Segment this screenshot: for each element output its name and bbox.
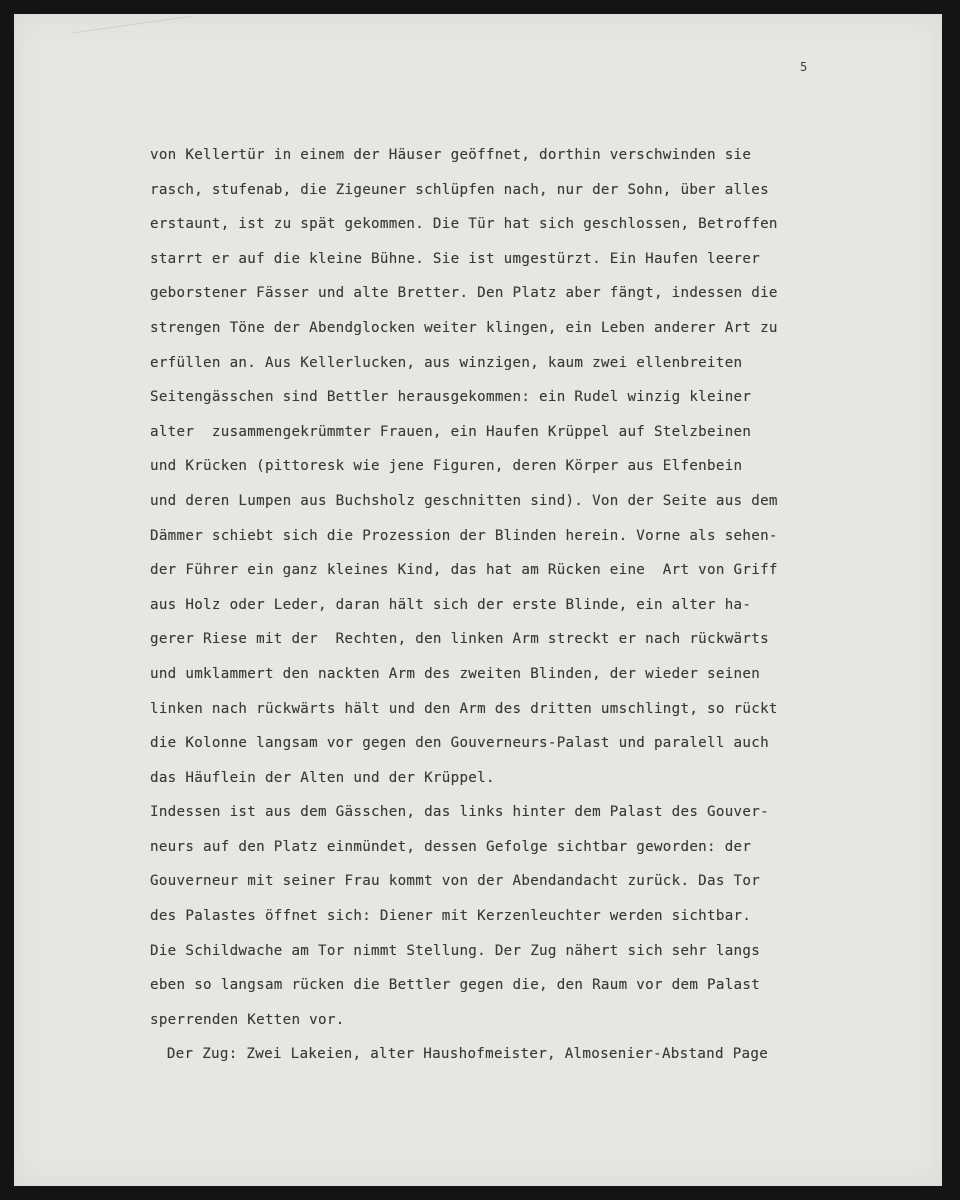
- text-line: strengen Töne der Abendglocken weiter klingen, ein Leben anderer Art zu: [150, 319, 778, 336]
- text-line: starrt er auf die kleine Bühne. Sie ist umgestürzt. Ein Haufen leerer: [150, 250, 761, 267]
- text-line: gerer Riese mit der Rechten, den linken Arm streckt er nach rückwärts: [150, 631, 769, 648]
- typewritten-page: [14, 14, 942, 1186]
- text-line: neurs auf den Platz einmündet, dessen Gefolge sichtbar geworden: der: [150, 838, 752, 855]
- text-line: und deren Lumpen aus Buchsholz geschnitten sind). Von der Seite aus dem: [150, 492, 778, 509]
- text-line: von Kellertür in einem der Häuser geöffnet, dorthin verschwinden sie: [150, 147, 752, 163]
- text-line: der Führer ein ganz kleines Kind, das hat am Rücken eine Art von Griff: [150, 562, 778, 579]
- text-line: eben so langsam rücken die Bettler gegen die, den Raum vor dem Palast: [150, 977, 761, 994]
- text-line: Seitengässchen sind Bettler herausgekommen: ein Rudel winzig kleiner: [150, 389, 752, 406]
- text-line: Gouverneur mit seiner Frau kommt von der Abendandacht zurück. Das Tor: [150, 873, 761, 890]
- paper-mark: [72, 16, 197, 73]
- text-line: des Palastes öffnet sich: Diener mit Kerzenleuchter werden sichtbar.: [150, 908, 752, 925]
- text-line: erstaunt, ist zu spät gekommen. Die Tür hat sich geschlossen, Betroffen: [150, 216, 778, 233]
- text-line: und umklammert den nackten Arm des zweiten Blinden, der wieder seinen: [150, 665, 761, 682]
- page-number: 5: [800, 60, 808, 74]
- body-text: [150, 138, 942, 1072]
- text-line: Indessen ist aus dem Gässchen, das links hinter dem Palast des Gouver-: [150, 804, 769, 821]
- text-line: linken nach rückwärts hält und den Arm des dritten umschlingt, so rückt: [150, 700, 778, 717]
- text-line: sperrenden Ketten vor.: [150, 1011, 345, 1028]
- text-line: das Häuflein der Alten und der Krüppel.: [150, 769, 495, 786]
- text-line: und Krücken (pittoresk wie jene Figuren, deren Körper aus Elfenbein: [150, 458, 743, 475]
- text-line: Dämmer schiebt sich die Prozession der Blinden herein. Vorne als sehen-: [150, 527, 778, 544]
- text-line: erfüllen an. Aus Kellerlucken, aus winzigen, kaum zwei ellenbreiten: [150, 354, 743, 371]
- text-line: geborstener Fässer und alte Bretter. Den Platz aber fängt, indessen die: [150, 285, 778, 302]
- text-line: die Kolonne langsam vor gegen den Gouverneurs-Palast und paralell auch: [150, 735, 769, 752]
- text-line: Der Zug: Zwei Lakeien, alter Haushofmeister, Almosenier-Abstand Page: [158, 1046, 769, 1063]
- text-line: Die Schildwache am Tor nimmt Stellung. Der Zug nähert sich sehr langs: [150, 942, 761, 959]
- text-line: alter zusammengekrümmter Frauen, ein Haufen Krüppel auf Stelzbeinen: [150, 423, 752, 440]
- text-line: aus Holz oder Leder, daran hält sich der erste Blinde, ein alter ha-: [150, 596, 752, 613]
- text-line: rasch, stufenab, die Zigeuner schlüpfen nach, nur der Sohn, über alles: [150, 181, 769, 198]
